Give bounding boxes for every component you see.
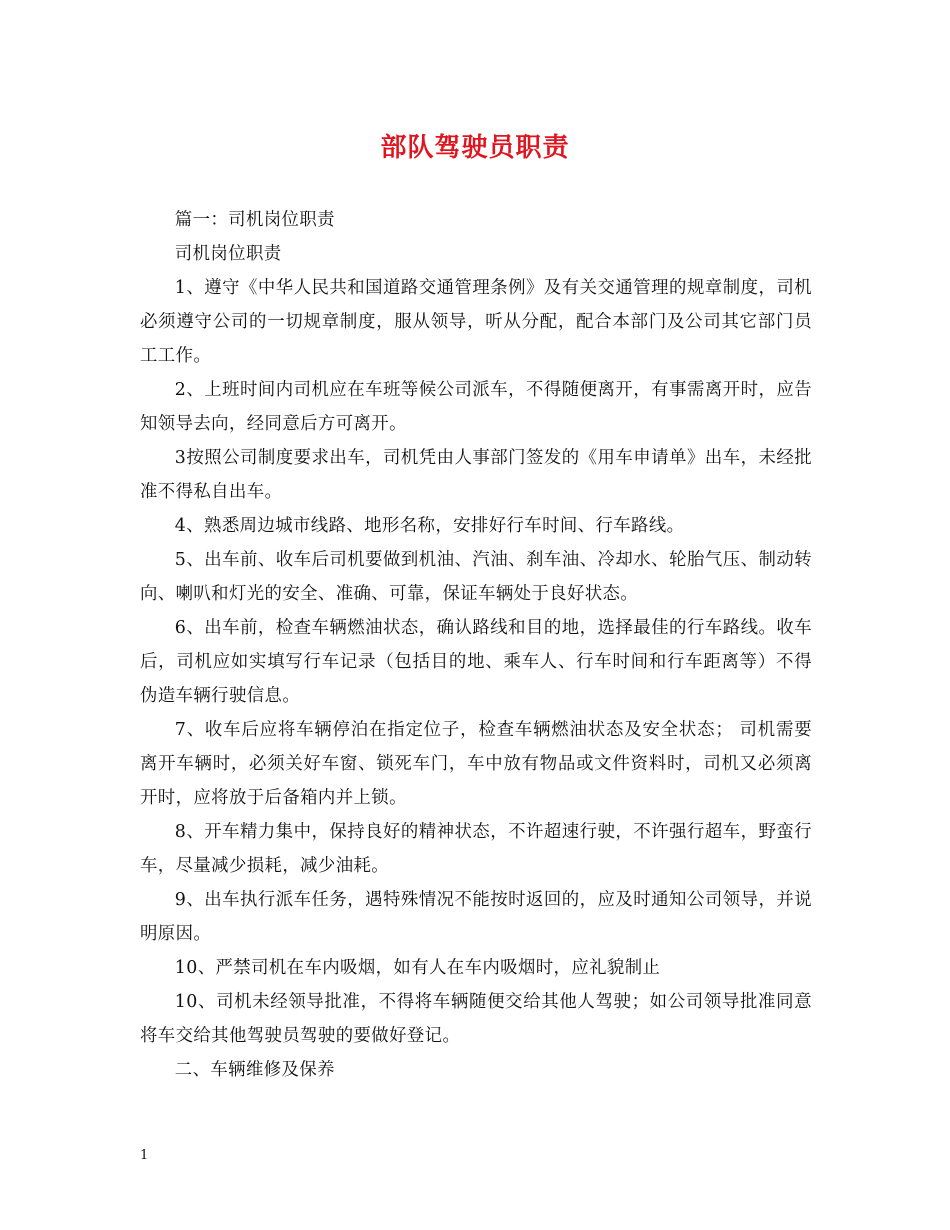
paragraph-item-8: 8、开车精力集中，保持良好的精神状态，不许超速行驶，不许强行超车，野蛮行车，尽量减少损耗，减少油耗。	[140, 822, 812, 876]
paragraph-item-7: 7、收车后应将车辆停泊在指定位子，检查车辆燃油状态及安全状态； 司机需要离开车辆时，必须关好车窗、锁死车门，车中放有物品或文件资料时，司机又必须离开时，应将放于后备箱内并上锁。	[140, 720, 812, 808]
paragraph-item-4: 4、熟悉周边城市线路、地形名称，安排好行车时间、行车路线。	[174, 516, 685, 536]
paragraph-item-1: 1、遵守《中华人民共和国道路交通管理条例》及有关交通管理的规章制度，司机必须遵守公司的一切规章制度，服从领导，听从分配，配合本部门及公司其它部门员工工作。	[140, 278, 812, 366]
paragraph-item-5: 5、出车前、收车后司机要做到机油、汽油、刹车油、冷却水、轮胎气压、制动转向、喇叭和灯光的安全、准确、可靠，保证车辆处于良好状态。	[140, 550, 812, 604]
document-title: 部队驾驶员职责	[380, 133, 570, 163]
document-body	[140, 203, 812, 1087]
paragraph-section-heading: 篇一：司机岗位职责	[174, 210, 335, 230]
paragraph-item-10b: 10、司机未经领导批准，不得将车辆随便交给其他人驾驶；如公司领导批准同意将车交给其他驾驶员驾驶的要做好登记。	[140, 992, 812, 1046]
paragraph-item-10a: 10、严禁司机在车内吸烟，如有人在车内吸烟时，应礼貌制止	[174, 958, 661, 978]
page-number: 1	[140, 1148, 149, 1163]
paragraph-section-two-heading: 二、车辆维修及保养	[174, 1060, 335, 1080]
paragraph-item-9: 9、出车执行派车任务，遇特殊情况不能按时返回的，应及时通知公司领导，并说明原因。	[140, 890, 812, 944]
paragraph-item-2: 2、上班时间内司机应在车班等候公司派车，不得随便离开，有事需离开时，应告知领导去向，经同意后方可离开。	[140, 380, 812, 434]
paragraph-item-6: 6、出车前，检查车辆燃油状态，确认路线和目的地，选择最佳的行车路线。收车后，司机应如实填写行车记录（包括目的地、乘车人、行车时间和行车距离等）不得伪造车辆行驶信息。	[140, 618, 812, 706]
paragraph-subheading: 司机岗位职责	[174, 244, 282, 264]
paragraph-item-3: 3按照公司制度要求出车，司机凭由人事部门签发的《用车申请单》出车，未经批准不得私自出车。	[140, 448, 812, 502]
